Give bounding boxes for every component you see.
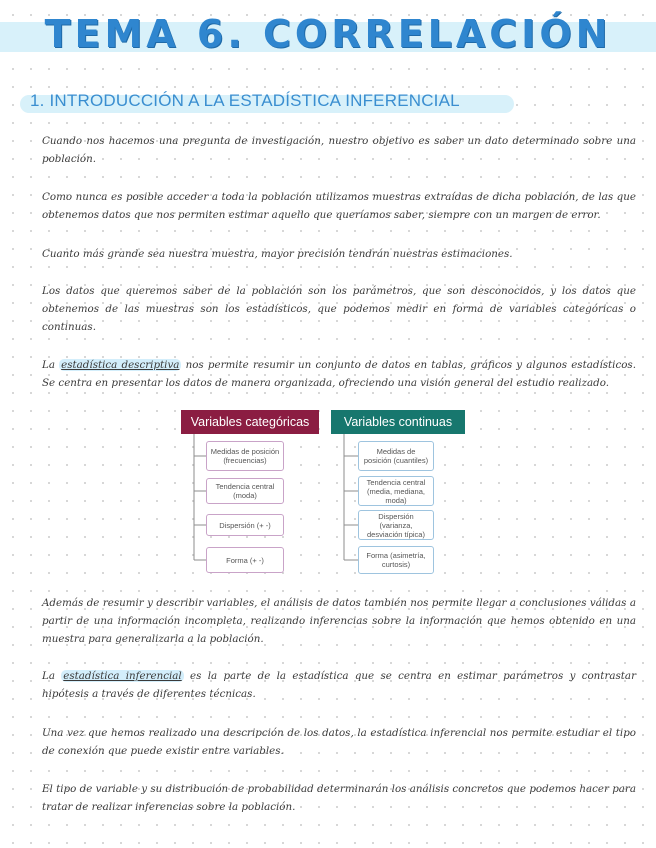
node-categorical-dispersion: Dispersión (+ -) — [206, 514, 284, 536]
paragraph-3: Cuanto más grande sea nuestra muestra, mayor precisión tendrán nuestras estimaciones. — [42, 248, 513, 260]
paragraph-4: Los datos que queremos saber de la población son los parámetros, que son desconocidos, y los datos que obtenemos de las muestras son los estadísticos, que podemos medir en forma de variables categóricas o continuas. — [42, 285, 636, 333]
paragraph-1: Cuando nos hacemos una pregunta de investigación, nuestro objetivo es saber un dato determinado sobre una población. — [42, 135, 636, 165]
categorical-variables-header: Variables categóricas — [181, 410, 319, 434]
node-categorical-position: Medidas de posición (frecuencias) — [206, 441, 284, 471]
node-continuous-central-tendency: Tendencia central (media, mediana, moda) — [358, 476, 434, 506]
paragraph-5-pre: La — [42, 359, 60, 371]
paragraph-5 — [42, 356, 636, 392]
paragraph-9: El tipo de variable y su distribución de probabilidad determinarán los análisis concretos que podemos hacer para tratar de realizar inferencias sobre la población. — [42, 783, 636, 813]
node-categorical-central-tendency: Tendencia central (moda) — [206, 478, 284, 504]
node-categorical-shape: Forma (+ -) — [206, 547, 284, 573]
term-inferential-statistics: estadística inferencial — [63, 670, 182, 682]
node-continuous-dispersion: Dispersión (varianza, desviación típica) — [358, 510, 434, 540]
node-continuous-position: Medidas de posición (cuantiles) — [358, 441, 434, 471]
paragraph-5-post: nos permite resumir un conjunto de datos en tablas, gráficos y algunos estadísticos. Se centra en presentar los datos de manera organizada, ofreciendo una visión general del estudio realizado. — [42, 359, 636, 389]
paragraph-8: Una vez que hemos realizado una descripción de los datos, la estadística inferencial nos permite estudiar el tipo de conexión que puede existir entre variables. — [42, 727, 636, 757]
continuous-variables-header: Variables continuas — [331, 410, 465, 434]
paragraph-7 — [42, 667, 636, 703]
paragraph-7-pre: La — [42, 670, 62, 682]
term-descriptive-statistics: estadística descriptiva — [61, 359, 180, 371]
paragraph-7-post: es la parte de la estadística que se centra en estimar parámetros y contrastar hipótesis a través de diferentes técnicas. — [42, 670, 636, 700]
paragraph-6: Además de resumir y describir variables, el análisis de datos también nos permite llegar a conclusiones válidas a partir de una información incompleta, realizando inferencias sobre la información que hemos obtenido en una muestra para generalizarla a la población. — [42, 597, 636, 645]
section-title: 1. INTRODUCCIÓN A LA ESTADÍSTICA INFERENCIAL — [30, 91, 460, 110]
node-continuous-shape: Forma (asimetría, curtosis) — [358, 546, 434, 574]
paragraph-2: Como nunca es posible acceder a toda la población utilizamos muestras extraídas de dicha población, de las que obtenemos datos que nos permiten estimar aquello que queríamos saber, siempre con un margen de error. — [42, 191, 636, 221]
page-title: TEMA 6. CORRELACIÓN — [44, 12, 612, 56]
